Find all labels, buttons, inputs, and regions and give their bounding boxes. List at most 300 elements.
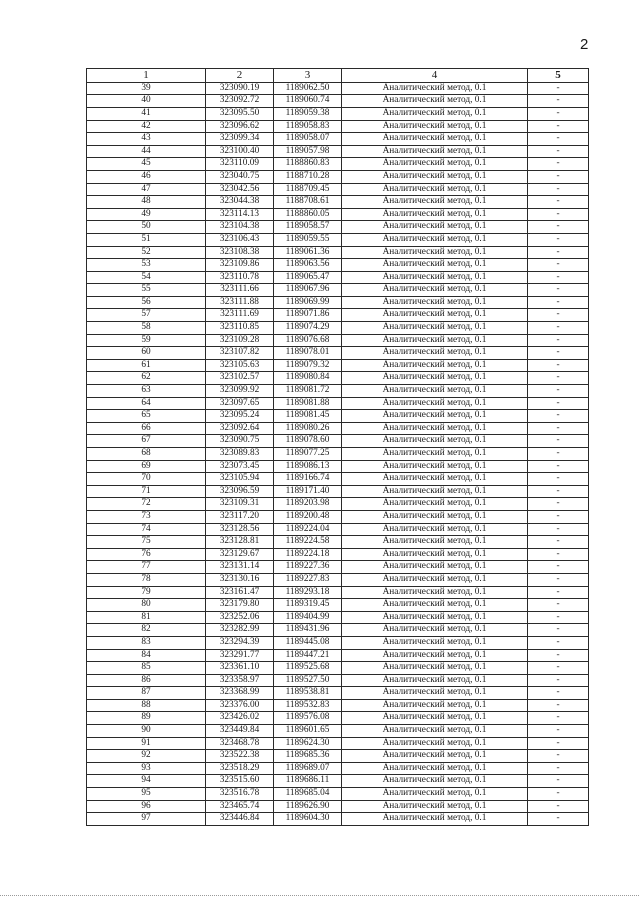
cell-description: - [528, 208, 589, 221]
cell-y-coordinate: 1189447.21 [274, 649, 342, 662]
cell-x-coordinate: 323111.69 [206, 309, 274, 322]
cell-x-coordinate: 323516.78 [206, 788, 274, 801]
table-row [87, 662, 589, 675]
cell-y-coordinate: 1189061.36 [274, 246, 342, 259]
table-row [87, 624, 589, 637]
cell-method: Аналитический метод, 0.1 [342, 170, 528, 183]
cell-point-number: 96 [87, 800, 206, 813]
table-row [87, 435, 589, 448]
cell-y-coordinate: 1189063.56 [274, 259, 342, 272]
cell-description: - [528, 284, 589, 297]
table-header-row [87, 69, 589, 83]
cell-point-number: 78 [87, 573, 206, 586]
cell-x-coordinate: 323161.47 [206, 586, 274, 599]
cell-method: Аналитический метод, 0.1 [342, 296, 528, 309]
cell-description: - [528, 107, 589, 120]
cell-description: - [528, 372, 589, 385]
table-row [87, 296, 589, 309]
table-row [87, 410, 589, 423]
table-row [87, 233, 589, 246]
cell-point-number: 40 [87, 95, 206, 108]
cell-x-coordinate: 323099.34 [206, 133, 274, 146]
table-row [87, 485, 589, 498]
table-row [87, 107, 589, 120]
cell-description: - [528, 233, 589, 246]
cell-x-coordinate: 323102.57 [206, 372, 274, 385]
cell-method: Аналитический метод, 0.1 [342, 435, 528, 448]
table-row [87, 359, 589, 372]
cell-y-coordinate: 1189227.83 [274, 573, 342, 586]
cell-method: Аналитический метод, 0.1 [342, 95, 528, 108]
cell-description: - [528, 712, 589, 725]
cell-x-coordinate: 323465.74 [206, 800, 274, 813]
cell-method: Аналитический метод, 0.1 [342, 372, 528, 385]
cell-description: - [528, 133, 589, 146]
coordinates-table [86, 68, 589, 826]
cell-method: Аналитический метод, 0.1 [342, 662, 528, 675]
cell-x-coordinate: 323044.38 [206, 196, 274, 209]
cell-method: Аналитический метод, 0.1 [342, 725, 528, 738]
cell-description: - [528, 788, 589, 801]
cell-x-coordinate: 323092.64 [206, 422, 274, 435]
cell-method: Аналитический метод, 0.1 [342, 573, 528, 586]
cell-method: Аналитический метод, 0.1 [342, 196, 528, 209]
cell-x-coordinate: 323110.85 [206, 322, 274, 335]
cell-x-coordinate: 323107.82 [206, 347, 274, 360]
cell-point-number: 75 [87, 536, 206, 549]
cell-point-number: 45 [87, 158, 206, 171]
cell-description: - [528, 523, 589, 536]
cell-point-number: 86 [87, 674, 206, 687]
cell-y-coordinate: 1189171.40 [274, 485, 342, 498]
cell-x-coordinate: 323109.28 [206, 334, 274, 347]
table-row [87, 573, 589, 586]
cell-description: - [528, 259, 589, 272]
cell-method: Аналитический метод, 0.1 [342, 762, 528, 775]
table-row [87, 788, 589, 801]
cell-y-coordinate: 1189626.90 [274, 800, 342, 813]
cell-y-coordinate: 1189293.18 [274, 586, 342, 599]
cell-point-number: 70 [87, 473, 206, 486]
cell-point-number: 61 [87, 359, 206, 372]
cell-description: - [528, 460, 589, 473]
cell-description: - [528, 750, 589, 763]
table-row [87, 498, 589, 511]
cell-description: - [528, 296, 589, 309]
cell-y-coordinate: 1189078.01 [274, 347, 342, 360]
table-row [87, 775, 589, 788]
cell-method: Аналитический метод, 0.1 [342, 611, 528, 624]
table-row [87, 120, 589, 133]
cell-x-coordinate: 323105.63 [206, 359, 274, 372]
cell-point-number: 50 [87, 221, 206, 234]
cell-method: Аналитический метод, 0.1 [342, 410, 528, 423]
cell-x-coordinate: 323090.75 [206, 435, 274, 448]
table-row [87, 82, 589, 95]
table-row [87, 725, 589, 738]
cell-y-coordinate: 1189166.74 [274, 473, 342, 486]
cell-point-number: 71 [87, 485, 206, 498]
cell-y-coordinate: 1189060.74 [274, 95, 342, 108]
cell-description: - [528, 309, 589, 322]
cell-y-coordinate: 1189525.68 [274, 662, 342, 675]
table-row [87, 196, 589, 209]
cell-point-number: 49 [87, 208, 206, 221]
cell-method: Аналитический метод, 0.1 [342, 800, 528, 813]
cell-y-coordinate: 1189224.58 [274, 536, 342, 549]
cell-point-number: 93 [87, 762, 206, 775]
cell-point-number: 42 [87, 120, 206, 133]
cell-x-coordinate: 323105.94 [206, 473, 274, 486]
cell-x-coordinate: 323110.78 [206, 271, 274, 284]
cell-y-coordinate: 1189076.68 [274, 334, 342, 347]
cell-description: - [528, 158, 589, 171]
cell-y-coordinate: 1189203.98 [274, 498, 342, 511]
table-row [87, 221, 589, 234]
cell-description: - [528, 334, 589, 347]
cell-y-coordinate: 1189081.45 [274, 410, 342, 423]
table-row [87, 674, 589, 687]
cell-x-coordinate: 323282.99 [206, 624, 274, 637]
cell-description: - [528, 498, 589, 511]
table-row [87, 473, 589, 486]
cell-description: - [528, 145, 589, 158]
cell-y-coordinate: 1189078.60 [274, 435, 342, 448]
cell-method: Аналитический метод, 0.1 [342, 322, 528, 335]
cell-description: - [528, 510, 589, 523]
table-row [87, 762, 589, 775]
cell-x-coordinate: 323179.80 [206, 599, 274, 612]
cell-y-coordinate: 1189071.86 [274, 309, 342, 322]
cell-point-number: 43 [87, 133, 206, 146]
cell-description: - [528, 813, 589, 826]
cell-x-coordinate: 323104.38 [206, 221, 274, 234]
cell-description: - [528, 687, 589, 700]
cell-description: - [528, 636, 589, 649]
cell-description: - [528, 573, 589, 586]
cell-x-coordinate: 323117.20 [206, 510, 274, 523]
cell-point-number: 76 [87, 548, 206, 561]
cell-description: - [528, 548, 589, 561]
cell-method: Аналитический метод, 0.1 [342, 422, 528, 435]
cell-method: Аналитический метод, 0.1 [342, 561, 528, 574]
cell-x-coordinate: 323128.56 [206, 523, 274, 536]
cell-point-number: 51 [87, 233, 206, 246]
cell-method: Аналитический метод, 0.1 [342, 510, 528, 523]
cell-y-coordinate: 1189685.04 [274, 788, 342, 801]
cell-description: - [528, 196, 589, 209]
cell-y-coordinate: 1189445.08 [274, 636, 342, 649]
cell-point-number: 89 [87, 712, 206, 725]
cell-x-coordinate: 323376.00 [206, 699, 274, 712]
cell-description: - [528, 422, 589, 435]
table-row [87, 133, 589, 146]
cell-y-coordinate: 1189067.96 [274, 284, 342, 297]
cell-description: - [528, 95, 589, 108]
cell-method: Аналитический метод, 0.1 [342, 788, 528, 801]
cell-point-number: 66 [87, 422, 206, 435]
table-row [87, 145, 589, 158]
cell-y-coordinate: 1188709.45 [274, 183, 342, 196]
cell-method: Аналитический метод, 0.1 [342, 523, 528, 536]
cell-point-number: 84 [87, 649, 206, 662]
cell-method: Аналитический метод, 0.1 [342, 599, 528, 612]
cell-y-coordinate: 1189200.48 [274, 510, 342, 523]
cell-point-number: 85 [87, 662, 206, 675]
cell-description: - [528, 737, 589, 750]
cell-method: Аналитический метод, 0.1 [342, 485, 528, 498]
cell-method: Аналитический метод, 0.1 [342, 145, 528, 158]
table-row [87, 611, 589, 624]
cell-description: - [528, 170, 589, 183]
cell-method: Аналитический метод, 0.1 [342, 221, 528, 234]
cell-y-coordinate: 1188860.05 [274, 208, 342, 221]
cell-description: - [528, 397, 589, 410]
cell-point-number: 56 [87, 296, 206, 309]
cell-x-coordinate: 323361.10 [206, 662, 274, 675]
cell-description: - [528, 183, 589, 196]
column-header-point-number: 1 [87, 69, 206, 83]
cell-y-coordinate: 1189685.36 [274, 750, 342, 763]
cell-point-number: 44 [87, 145, 206, 158]
cell-method: Аналитический метод, 0.1 [342, 246, 528, 259]
table-row [87, 246, 589, 259]
cell-method: Аналитический метод, 0.1 [342, 334, 528, 347]
cell-method: Аналитический метод, 0.1 [342, 649, 528, 662]
table-row [87, 699, 589, 712]
cell-description: - [528, 246, 589, 259]
cell-y-coordinate: 1189404.99 [274, 611, 342, 624]
cell-point-number: 65 [87, 410, 206, 423]
cell-y-coordinate: 1189058.57 [274, 221, 342, 234]
cell-x-coordinate: 323518.29 [206, 762, 274, 775]
cell-x-coordinate: 323129.67 [206, 548, 274, 561]
cell-x-coordinate: 323522.38 [206, 750, 274, 763]
cell-y-coordinate: 1189058.83 [274, 120, 342, 133]
cell-description: - [528, 561, 589, 574]
cell-method: Аналитический метод, 0.1 [342, 636, 528, 649]
cell-point-number: 63 [87, 385, 206, 398]
cell-method: Аналитический метод, 0.1 [342, 548, 528, 561]
table-row [87, 536, 589, 549]
table-row [87, 170, 589, 183]
cell-method: Аналитический метод, 0.1 [342, 473, 528, 486]
table-row [87, 385, 589, 398]
cell-description: - [528, 775, 589, 788]
column-header-x: 2 [206, 69, 274, 83]
cell-point-number: 94 [87, 775, 206, 788]
cell-y-coordinate: 1189224.18 [274, 548, 342, 561]
cell-method: Аналитический метод, 0.1 [342, 586, 528, 599]
table-row [87, 561, 589, 574]
cell-y-coordinate: 1189081.88 [274, 397, 342, 410]
cell-y-coordinate: 1189431.96 [274, 624, 342, 637]
cell-x-coordinate: 323040.75 [206, 170, 274, 183]
table-row [87, 271, 589, 284]
cell-y-coordinate: 1189624.30 [274, 737, 342, 750]
table-row [87, 750, 589, 763]
cell-method: Аналитический метод, 0.1 [342, 813, 528, 826]
table-row [87, 322, 589, 335]
cell-method: Аналитический метод, 0.1 [342, 259, 528, 272]
cell-point-number: 53 [87, 259, 206, 272]
cell-y-coordinate: 1189532.83 [274, 699, 342, 712]
cell-method: Аналитический метод, 0.1 [342, 385, 528, 398]
cell-x-coordinate: 323089.83 [206, 448, 274, 461]
table-row [87, 397, 589, 410]
cell-y-coordinate: 1189081.72 [274, 385, 342, 398]
cell-method: Аналитический метод, 0.1 [342, 271, 528, 284]
cell-description: - [528, 599, 589, 612]
cell-point-number: 77 [87, 561, 206, 574]
cell-y-coordinate: 1189224.04 [274, 523, 342, 536]
cell-point-number: 58 [87, 322, 206, 335]
table-row [87, 208, 589, 221]
cell-method: Аналитический метод, 0.1 [342, 498, 528, 511]
cell-x-coordinate: 323294.39 [206, 636, 274, 649]
table-row [87, 372, 589, 385]
cell-description: - [528, 649, 589, 662]
cell-x-coordinate: 323073.45 [206, 460, 274, 473]
cell-description: - [528, 699, 589, 712]
cell-x-coordinate: 323100.40 [206, 145, 274, 158]
table-row [87, 586, 589, 599]
cell-description: - [528, 448, 589, 461]
cell-point-number: 68 [87, 448, 206, 461]
cell-x-coordinate: 323291.77 [206, 649, 274, 662]
table-row [87, 687, 589, 700]
cell-method: Аналитический метод, 0.1 [342, 309, 528, 322]
cell-method: Аналитический метод, 0.1 [342, 120, 528, 133]
table-row [87, 599, 589, 612]
table-row [87, 284, 589, 297]
column-header-y: 3 [274, 69, 342, 83]
cell-y-coordinate: 1189319.45 [274, 599, 342, 612]
cell-method: Аналитический метод, 0.1 [342, 737, 528, 750]
page-number: 2 [580, 36, 589, 53]
cell-x-coordinate: 323111.88 [206, 296, 274, 309]
cell-point-number: 57 [87, 309, 206, 322]
cell-y-coordinate: 1189086.13 [274, 460, 342, 473]
cell-y-coordinate: 1189057.98 [274, 145, 342, 158]
cell-y-coordinate: 1189601.65 [274, 725, 342, 738]
table-row [87, 158, 589, 171]
cell-description: - [528, 322, 589, 335]
cell-description: - [528, 611, 589, 624]
table-row [87, 448, 589, 461]
cell-description: - [528, 762, 589, 775]
bottom-scan-edge [0, 895, 639, 896]
cell-point-number: 39 [87, 82, 206, 95]
cell-x-coordinate: 323099.92 [206, 385, 274, 398]
table-row [87, 510, 589, 523]
cell-y-coordinate: 1189686.11 [274, 775, 342, 788]
cell-method: Аналитический метод, 0.1 [342, 183, 528, 196]
column-header-method: 4 [342, 69, 528, 83]
table-row [87, 422, 589, 435]
cell-x-coordinate: 323368.99 [206, 687, 274, 700]
cell-description: - [528, 725, 589, 738]
cell-point-number: 72 [87, 498, 206, 511]
cell-method: Аналитический метод, 0.1 [342, 460, 528, 473]
cell-x-coordinate: 323097.65 [206, 397, 274, 410]
cell-x-coordinate: 323111.66 [206, 284, 274, 297]
cell-x-coordinate: 323109.86 [206, 259, 274, 272]
cell-y-coordinate: 1189079.32 [274, 359, 342, 372]
cell-point-number: 91 [87, 737, 206, 750]
cell-description: - [528, 624, 589, 637]
cell-method: Аналитический метод, 0.1 [342, 674, 528, 687]
cell-x-coordinate: 323114.13 [206, 208, 274, 221]
cell-x-coordinate: 323446.84 [206, 813, 274, 826]
cell-y-coordinate: 1189080.26 [274, 422, 342, 435]
table-row [87, 259, 589, 272]
cell-x-coordinate: 323252.06 [206, 611, 274, 624]
cell-description: - [528, 485, 589, 498]
cell-point-number: 60 [87, 347, 206, 360]
cell-point-number: 52 [87, 246, 206, 259]
cell-x-coordinate: 323042.56 [206, 183, 274, 196]
cell-point-number: 69 [87, 460, 206, 473]
cell-point-number: 54 [87, 271, 206, 284]
cell-description: - [528, 586, 589, 599]
cell-y-coordinate: 1189074.29 [274, 322, 342, 335]
cell-method: Аналитический метод, 0.1 [342, 107, 528, 120]
cell-method: Аналитический метод, 0.1 [342, 233, 528, 246]
cell-y-coordinate: 1189077.25 [274, 448, 342, 461]
cell-point-number: 59 [87, 334, 206, 347]
cell-method: Аналитический метод, 0.1 [342, 699, 528, 712]
cell-y-coordinate: 1189058.07 [274, 133, 342, 146]
cell-point-number: 97 [87, 813, 206, 826]
cell-point-number: 90 [87, 725, 206, 738]
cell-method: Аналитический метод, 0.1 [342, 208, 528, 221]
cell-y-coordinate: 1189062.50 [274, 82, 342, 95]
cell-point-number: 64 [87, 397, 206, 410]
table-row [87, 800, 589, 813]
cell-description: - [528, 82, 589, 95]
cell-x-coordinate: 323110.09 [206, 158, 274, 171]
cell-x-coordinate: 323095.50 [206, 107, 274, 120]
cell-y-coordinate: 1189080.84 [274, 372, 342, 385]
cell-x-coordinate: 323358.97 [206, 674, 274, 687]
cell-x-coordinate: 323130.16 [206, 573, 274, 586]
table-row [87, 813, 589, 826]
cell-point-number: 88 [87, 699, 206, 712]
cell-description: - [528, 120, 589, 133]
cell-description: - [528, 800, 589, 813]
cell-method: Аналитический метод, 0.1 [342, 347, 528, 360]
cell-y-coordinate: 1189576.08 [274, 712, 342, 725]
column-header-description: 5 [528, 69, 589, 83]
cell-point-number: 79 [87, 586, 206, 599]
table-row [87, 309, 589, 322]
cell-x-coordinate: 323092.72 [206, 95, 274, 108]
cell-x-coordinate: 323096.62 [206, 120, 274, 133]
table-row [87, 523, 589, 536]
cell-point-number: 95 [87, 788, 206, 801]
table-row [87, 183, 589, 196]
cell-description: - [528, 662, 589, 675]
cell-y-coordinate: 1189689.07 [274, 762, 342, 775]
cell-point-number: 41 [87, 107, 206, 120]
cell-description: - [528, 473, 589, 486]
cell-point-number: 46 [87, 170, 206, 183]
table-row [87, 737, 589, 750]
cell-method: Аналитический метод, 0.1 [342, 775, 528, 788]
cell-point-number: 62 [87, 372, 206, 385]
cell-method: Аналитический метод, 0.1 [342, 82, 528, 95]
